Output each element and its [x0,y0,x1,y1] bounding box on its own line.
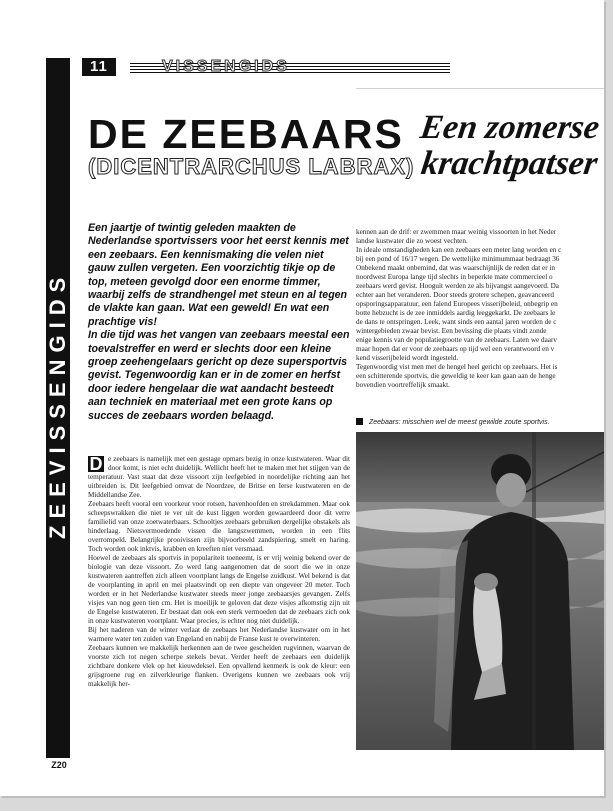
section-header [82,58,442,76]
tagline [413,110,604,182]
article-subtitle: (DICENTRARCHUS LABRAX) [88,154,415,179]
body-line: landse kustwater die zo woest vechten. [356,237,468,245]
angler-photo [356,432,604,750]
tagline-line-1: Een zomerse [418,109,602,146]
body-line: noordwest Europa lange tijd slechts in beperkte mate commercieel o [356,273,553,281]
body-line: enige kennis van de populatiegrootte van de zeebaars. Laten we daarv [356,336,557,344]
intro-paragraph: In die tijd was het vangen van zeebaars meestal een toevalstreffer en werd er slechts door een kleine groep zeehengelaars gericht op deze supersportvis gevist. Tegenwoordig kan er in de zomer en herfst door iedere hengelaar die wat aandacht besteedt aan techniek en materiaal met een grote kans op succes de zeebaars worden belaagd. [88,329,350,422]
body-line: Tegenwoordig vist men met de hengel heel gericht op zeebaars. Het is [356,363,558,371]
body-line: Onbekend maakt onbemind, dat was waarschijnlijk de reden dat er in [356,264,555,272]
body-line: wintergebieden zwaar bevist. Een bevissing die plaats vindt zonde [356,327,547,335]
body-line: kend visserijbeleid wordt ingesteld. [356,354,459,362]
photo-caption: Zeebaars: misschien wel de meest gewilde zoute sportvis. [356,418,604,426]
photo-illustration [356,432,604,750]
body-column-left [88,455,350,689]
body-line: de dans te ontspringen. Leek, want sinds een aantal jaren worden de c [356,318,557,326]
sidebar-series-title: ZEEVISSENGIDS [45,270,70,540]
body-paragraph: Hoewel de zeebaars als sportvis in populariteit toeneemt, is er vrij weinig bekend over de biologie van deze vissoort. Zo werd lang aangenomen dat de soort die we in onze kustwateren aantreffen zich alleen voortplant langs de Engelse zuidkust. Wel bekend is dat de voorplanting in april en mei plaatsvindt op een diepte van ongeveer 20 meter. Toch worden er in het Nederlandse kustwater steeds meer jonge zeebaarsjes gevangen. Zelfs visjes van nog geen tien cm. Het is moeilijk te geloven dat deze visjes afkomstig zijn uit de Engelse kustwateren. Er bestaat dan ook een sterk vermoeden dat de zeebaars zich ook in onze kustwateren voortplant. Waar precies, is echter nog niet duidelijk. [88,554,350,625]
body-line: In ideale omstandigheden kan een zeebaars een meter lang worden en c [356,246,562,254]
faint-rule [356,88,604,89]
body-line: zeebaars werd gevist. Hooguit werden ze als bijvangst aangevoerd. Da [356,282,559,290]
body-line: botte hebzucht is de zee inmiddels aardig leeggekarkt. De zeebaars le [356,309,556,317]
body-line: een schitterende sportvis, die geweldig te keer kan gaan aan de henge [356,372,556,380]
section-title: VISSENGIDS [162,58,290,75]
tagline-line-2: krachtpatser [418,145,600,182]
caption-bullet [356,418,363,425]
body-line: kennen aan de drif: er zwemmen maar weinig vissoorten in het Neder [356,228,557,236]
body-line: echter aan het veranderen. Door steeds grotere schepen, geavanceerd [356,291,554,299]
body-column-right [356,228,604,390]
body-line: bovendien voortreffelijk smaakt. [356,381,450,389]
section-number: 11 [82,58,116,76]
body-paragraph: D e zeebaars is namelijk met een gestage opmars bezig in onze kustwateren. Waar dit door komt, is niet echt duidelijk. Wellicht heeft het te maken met het stijgen van de temperatuur. Vast staat dat deze vissoort zijn leefgebied in noordelijke richting aan het uitbreiden is. Dit leefgebied omvat de Noordzee, de Britse en Ierse kustwateren en de Middellandse Zee. [88,454,350,499]
body-paragraph: Zeebaars kunnen we makkelijk herkennen aan de twee gescheiden rugvinnen, waarvan de voorste zich tot negen scherpe stekels bevat. Verder heeft de zeebaars een duidelijk zichtbare donkere vlek op het kieuwdeksel. Een opvallend kenmerk is ook de kleur: een grijsgroene rug en zilverkleurige flanken. Overigens kunnen we zeebaars ook vrij makkelijk her- [88,644,350,688]
drop-cap: D [89,454,103,474]
body-line: bij een pond of 16/17 wegen. De wettelijke minimummaat bedraagt 36 [356,255,560,263]
body-line: maar hopen dat er voor de zeebaars op tijd wel een verantwoord en v [356,345,555,353]
article-title: DE ZEEBAARS [88,111,404,157]
body-paragraph: Zeebaars heeft vooral een voorkeur voor rotsen, havenhoofden en strekdammen. Maar ook scheepswrakken die niet te ver uit de kust liggen worden gewaardeerd door dit verre familielid van onze zoetwaterbaars. Schooltjes zeebaars gebruiken dergelijke obstakels als hinderlaag. Nietsvermoedende vissen die langszwemmen, worden in een flits overrompeld. Belangrijke prooivissen zijn bijvoorbeeld zandspiering, smelt en haring. Toch worden ook inktvis, krabben en kreeften niet versmaad. [88,500,350,553]
intro-paragraph: Een jaartje of twintig geleden maakten de Nederlandse sportvissers voor het eerst kennis met een zeebaars. Een kennismaking die velen niet gauw zullen vergeten. Een voorzichtig tikje op de top, meteen gevolgd door een enorme timmer, waarbij zelfs de strandhengel met steun en al tegen de vlakte kan gaan. Wat een geweld! En wat een prachtige vis! [88,222,349,328]
page-number: Z20 [51,760,67,770]
body-line: opsporingsapparatuur, een falend Europees visserijbeleid, onbegrip en [356,300,558,308]
intro-text [88,222,350,423]
body-paragraph: Bij het naderen van de winter verlaat de zeebaars het Nederlandse kustwater om in het warmere water ten zuiden van Engeland en nabij de Franse kust te overwinteren. [88,626,350,643]
